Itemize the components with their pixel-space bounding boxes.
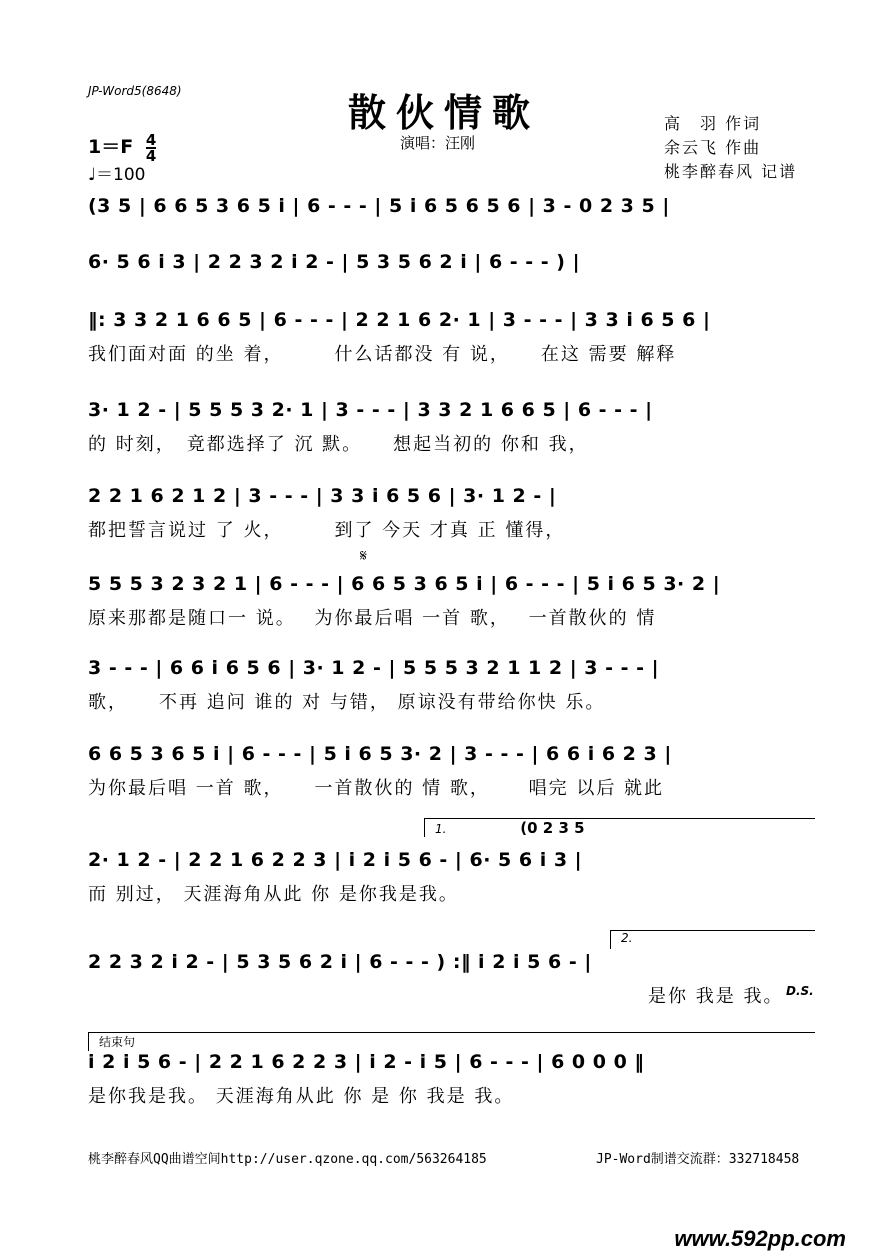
ds-marking: D.S. xyxy=(786,984,814,998)
lyrics-line: 而 别过， 天涯海角从此 你 是你我是我。 xyxy=(88,884,459,905)
system-6 xyxy=(88,566,804,634)
system-2 xyxy=(88,244,804,282)
lyrics-line: 的 时刻， 竟都选择了 沉 默。 想起当初的 你和 我， xyxy=(88,434,589,455)
system-8 xyxy=(88,736,804,804)
lyrics-line: 为你最后唱 一首 歌， 一首散伙的 情 歌， 唱完 以后 就此 xyxy=(88,778,665,799)
credits-block xyxy=(664,112,797,184)
system-4 xyxy=(88,392,804,460)
system-10 xyxy=(88,944,804,1012)
notes-line: 2· 1 2 - | 2 2 1 6 2 2 3 | i 2 i 5 6 - | 6· 5 6 i 3 | xyxy=(88,849,583,871)
time-bottom: 4 xyxy=(145,146,157,165)
system-3 xyxy=(88,302,804,370)
volta-1-bracket xyxy=(424,818,815,837)
song-title: 散伙情歌 xyxy=(347,90,540,135)
notes-line: 2 2 3 2 i 2 - | 5 3 5 6 2 i | 6 - - - ) :‖ i 2 i 5 6 - | xyxy=(88,951,592,973)
notes-line: (3 5 | 6 6 5 3 6 5 i | 6 - - - | 5 i 6 5 6 5 6 | 3 - 0 2 3 5 | xyxy=(88,195,670,217)
key-label: 1＝F xyxy=(88,136,134,158)
volta-2-label: 2. xyxy=(621,931,633,945)
notes-line: 5 5 5 3 2 3 2 1 | 6 - - - | 6 6 5 3 6 5 i | 6 - - - | 5 i 6 5 3· 2 | xyxy=(88,573,721,595)
system-7 xyxy=(88,650,804,718)
notes-line: 3 - - - | 6 6 i 6 5 6 | 3· 1 2 - | 5 5 5 3 2 1 1 2 | 3 - - - | xyxy=(88,657,660,679)
lyrics-line: 我们面对面 的坐 着， 什么话都没 有 说， 在这 需要 解释 xyxy=(88,344,677,365)
tempo-marking: ♩＝100 xyxy=(88,165,146,185)
time-top: 4 xyxy=(145,130,157,149)
lyricist-credit: 高 羽 作词 xyxy=(664,114,762,133)
transcriber-credit: 桃李醉春风 记谱 xyxy=(664,162,798,181)
lyrics-line: 是你我是我。 天涯海角从此 你 是 你 我是 我。 xyxy=(88,1086,515,1107)
lyrics-line: 都把誓言说过 了 火， 到了 今天 才真 正 懂得， xyxy=(88,520,566,541)
system-5 xyxy=(88,478,804,546)
system-9 xyxy=(88,842,804,910)
notes-line: ‖: 3 3 2 1 6 6 5 | 6 - - - | 2 2 1 6 2· 1 | 3 - - - | 3 3 i 6 5 6 | xyxy=(88,309,711,331)
segno-sign: 𝄋 xyxy=(360,546,367,565)
notes-line: i 2 i 5 6 - | 2 2 1 6 2 2 3 | i 2 - i 5 | 6 - - - | 6 0 0 0 ‖ xyxy=(88,1051,645,1073)
volta-1-label: 1. xyxy=(435,822,447,836)
lyrics-line: 原来那都是随口一 说。 为你最后唱 一首 歌， 一首散伙的 情 xyxy=(88,608,657,629)
time-signature xyxy=(145,130,157,165)
software-label: JP-Word5(8648) xyxy=(88,84,182,98)
singer-credit: 演唱：汪刚 xyxy=(400,134,476,152)
footer-qzone-link: 桃李醉春风QQ曲谱空间http://user.qzone.qq.com/563264185 xyxy=(88,1152,487,1167)
system-11 xyxy=(88,1044,804,1112)
composer-credit: 余云飞 作曲 xyxy=(664,138,762,157)
notes-line: 2 2 1 6 2 1 2 | 3 - - - | 3 3 i 6 5 6 | 3· 1 2 - | xyxy=(88,485,557,507)
notes-line: 6 6 5 3 6 5 i | 6 - - - | 5 i 6 5 3· 2 | 3 - - - | 6 6 i 6 2 3 | xyxy=(88,743,672,765)
volta-1-notes: (0 2 3 5 xyxy=(520,819,585,837)
footer-group-info: JP-Word制谱交流群：332718458 xyxy=(596,1152,800,1167)
system-1 xyxy=(88,188,804,226)
site-watermark: www.592pp.com xyxy=(674,1226,846,1251)
lyrics-line: 是你 我是 我。 xyxy=(88,986,784,1007)
notes-line: 3· 1 2 - | 5 5 5 3 2· 1 | 3 - - - | 3 3 2 1 6 6 5 | 6 - - - | xyxy=(88,399,653,421)
notes-line: 6· 5 6 i 3 | 2 2 3 2 i 2 - | 5 3 5 6 2 i | 6 - - - ) | xyxy=(88,251,581,273)
lyrics-line: 歌， 不再 追问 谁的 对 与错， 原谅没有带给你快 乐。 xyxy=(88,692,606,713)
key-signature xyxy=(88,132,156,163)
coda-label: 结束句 xyxy=(99,1035,136,1049)
